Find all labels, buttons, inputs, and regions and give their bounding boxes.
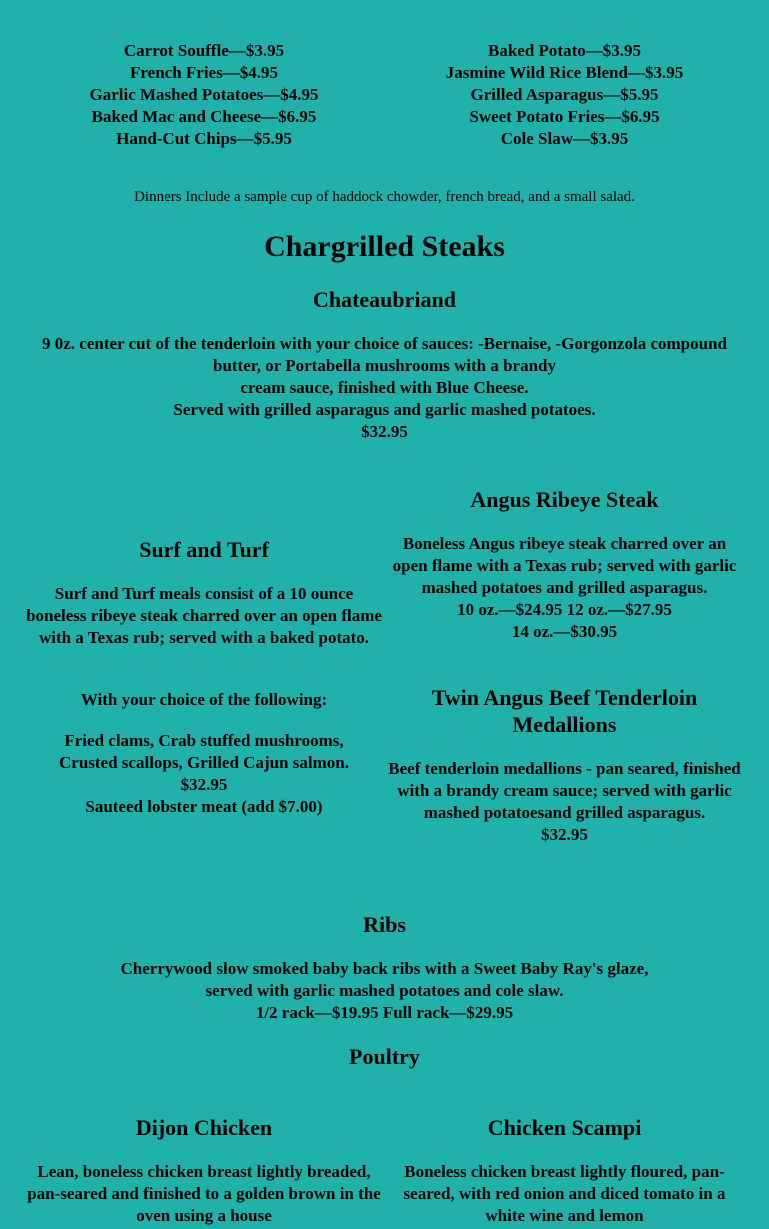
surf-turf-title: Surf and Turf xyxy=(139,537,269,562)
side-item: Grilled Asparagus—$5.95 xyxy=(470,85,659,104)
surf-turf-option-line: Crusted scallops, Grilled Cajun salmon. xyxy=(59,753,349,772)
ribeye-price: 14 oz.—$30.95 xyxy=(511,622,618,641)
side-item: Cole Slaw—$3.95 xyxy=(500,129,629,148)
ribs-details xyxy=(24,958,745,1024)
chateaubriand-line: cream sauce, finished with Blue Cheese. xyxy=(240,378,529,397)
ribeye-description: Boneless Angus ribeye steak charred over an open flame with a Texas rub; served with garlic mashed potatoes and grilled asparagus. xyxy=(392,534,737,597)
section-title-ribs: Ribs xyxy=(363,912,406,937)
side-item: Carrot Souffle—$3.95 xyxy=(123,41,285,60)
surf-turf-description: Surf and Turf meals consist of a 10 ounce boneless ribeye steak charred over an open flame with a Texas rub; served with a baked potato. xyxy=(26,584,382,647)
section-title-poultry: Poultry xyxy=(349,1044,420,1069)
tenderloin-description: Beef tenderloin medallions - pan seared, finished with a brandy cream sauce; served with garlic mashed potatoesand grilled asparagus. xyxy=(388,759,741,822)
chicken-scampi-description: Boneless chicken breast lightly floured, pan-seared, with red onion and diced tomato in a white wine and lemon xyxy=(403,1162,726,1225)
side-item: Garlic Mashed Potatoes—$4.95 xyxy=(89,85,319,104)
tenderloin-title xyxy=(384,684,745,738)
tenderloin-title-line: Twin Angus Beef Tenderloin xyxy=(431,685,698,710)
ribeye-details xyxy=(384,533,745,643)
side-item: Sweet Potato Fries—$6.95 xyxy=(469,107,660,126)
surf-turf-options xyxy=(24,730,384,818)
surf-turf-price: $32.95 xyxy=(180,775,228,794)
dijon-chicken-title: Dijon Chicken xyxy=(135,1115,273,1140)
ribs-prices: 1/2 rack—$19.95 Full rack—$29.95 xyxy=(255,1003,514,1022)
side-item: Jasmine Wild Rice Blend—$3.95 xyxy=(445,63,684,82)
side-item: French Fries—$4.95 xyxy=(130,63,278,82)
section-title-steaks: Chargrilled Steaks xyxy=(264,230,505,263)
surf-turf-option-line: Fried clams, Crab stuffed mushrooms, xyxy=(64,731,344,750)
tenderloin-details xyxy=(384,758,745,846)
chateaubriand-title: Chateaubriand xyxy=(312,287,457,312)
ribs-description-line: served with garlic mashed potatoes and cole slaw. xyxy=(205,981,564,1000)
sides-list-left xyxy=(24,40,384,150)
surf-turf-addon: Sauteed lobster meat (add $7.00) xyxy=(85,797,323,816)
tenderloin-title-line: Medallions xyxy=(512,712,617,737)
side-item: Baked Potato—$3.95 xyxy=(488,41,641,60)
ribeye-price: 10 oz.—$24.95 12 oz.—$27.95 xyxy=(457,600,672,619)
tenderloin-price: $32.95 xyxy=(541,825,588,844)
chateaubriand-line: 9 0z. center cut of the tenderloin with your choice of sauces: -Bernaise, -Gorgonzola compound butter, or Portabella mushrooms with a brandy xyxy=(42,334,727,375)
side-item: Hand-Cut Chips—$5.95 xyxy=(116,129,292,148)
sides-list-right xyxy=(384,40,745,150)
surf-turf-choice-label: With your choice of the following: xyxy=(80,690,328,709)
chateaubriand-line: Served with grilled asparagus and garlic mashed potatoes. xyxy=(173,400,596,419)
side-item: Baked Mac and Cheese—$6.95 xyxy=(91,107,317,126)
ribeye-title: Angus Ribeye Steak xyxy=(470,487,659,512)
chateaubriand-description xyxy=(24,333,745,443)
ribs-description-line: Cherrywood slow smoked baby back ribs with a Sweet Baby Ray's glaze, xyxy=(120,959,649,978)
dijon-chicken-description: Lean, boneless chicken breast lightly breaded, pan-seared and finished to a golden brown in the oven using a house xyxy=(27,1162,381,1225)
chateaubriand-price: $32.95 xyxy=(361,422,408,441)
dinner-note: Dinners Include a sample cup of haddock chowder, french bread, and a small salad. xyxy=(134,189,635,205)
chicken-scampi-title: Chicken Scampi xyxy=(487,1115,642,1140)
